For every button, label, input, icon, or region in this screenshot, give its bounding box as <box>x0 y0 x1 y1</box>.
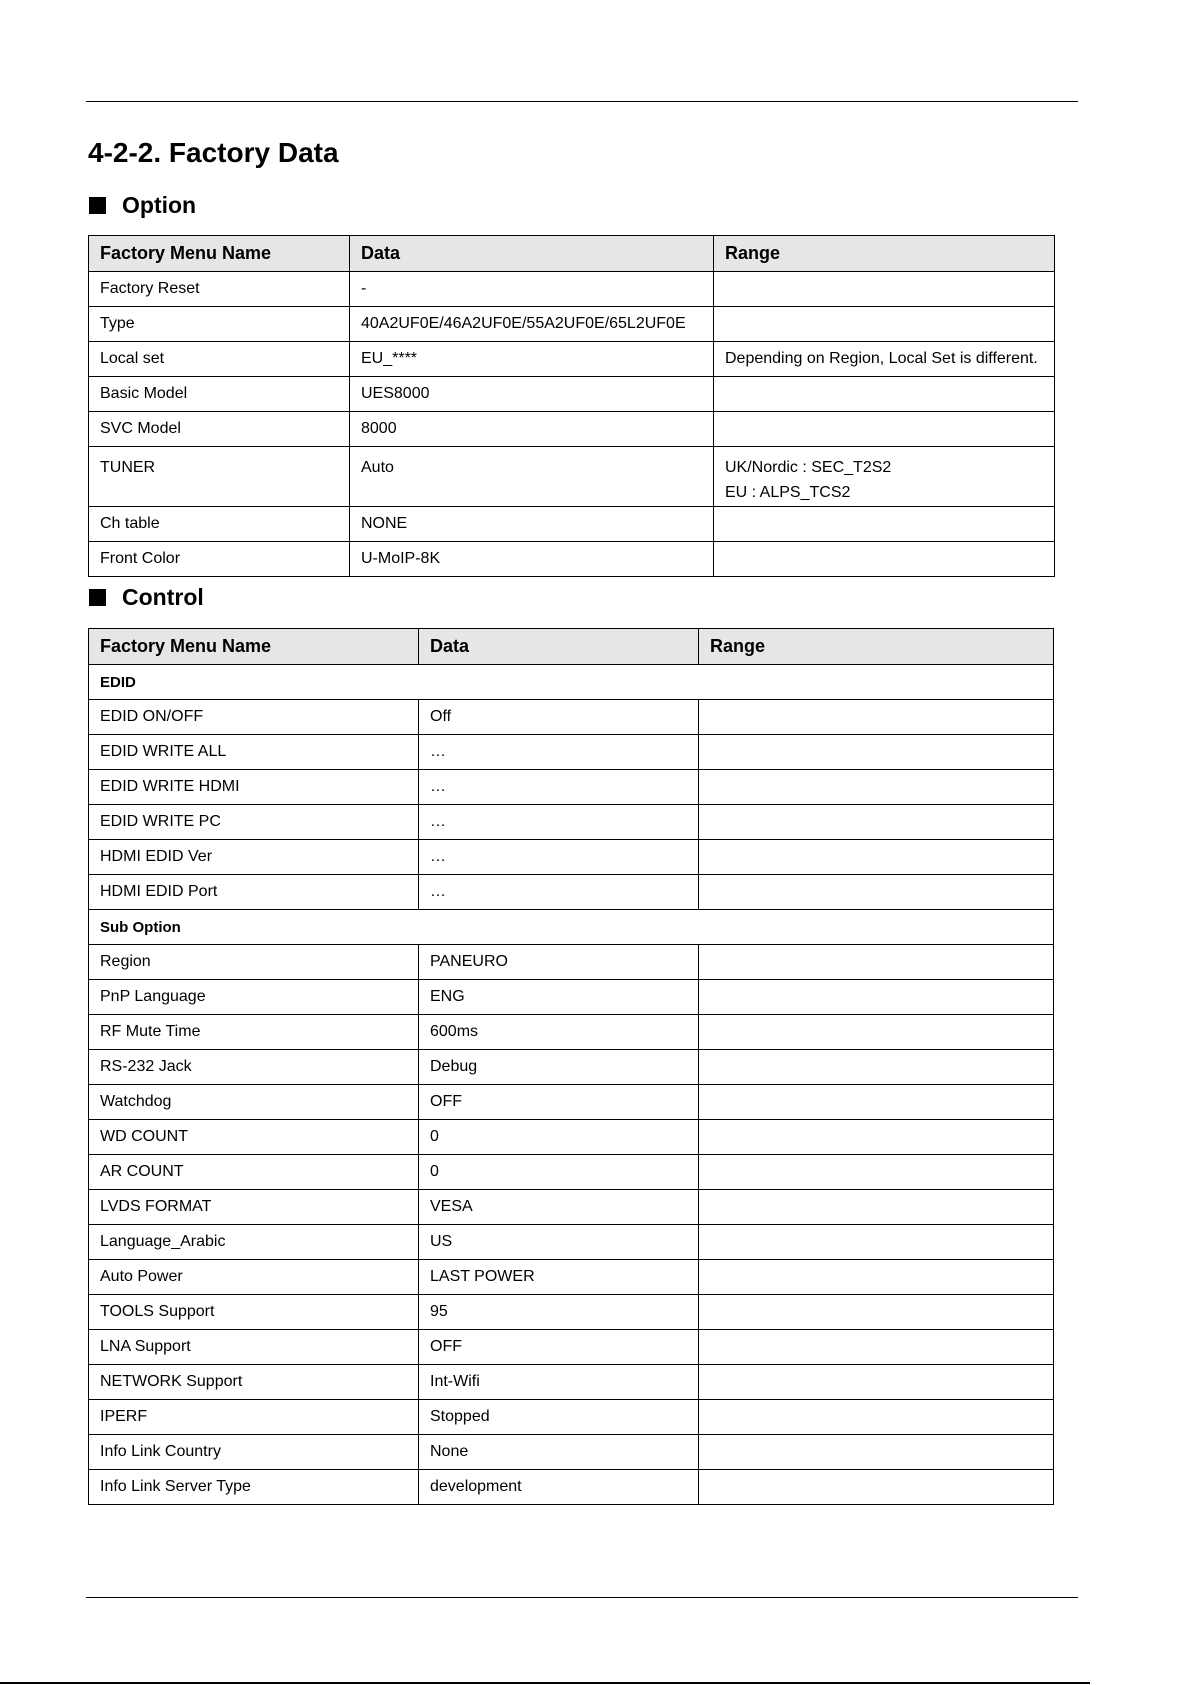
cell-name: Ch table <box>89 507 350 542</box>
square-bullet-icon <box>89 197 106 214</box>
table-row <box>89 875 1054 910</box>
column-header: Range <box>714 236 1055 272</box>
cell-range <box>714 412 1055 447</box>
cell-range <box>699 945 1054 980</box>
table-row <box>89 770 1054 805</box>
table-row <box>89 700 1054 735</box>
table-row <box>89 1085 1054 1120</box>
cell-range: Depending on Region, Local Set is different. <box>714 342 1055 377</box>
cell-name: Basic Model <box>89 377 350 412</box>
footer-rule <box>86 1597 1078 1598</box>
cell-range <box>699 1155 1054 1190</box>
cell-name: HDMI EDID Ver <box>89 840 419 875</box>
cell-data: 95 <box>419 1295 699 1330</box>
page-edge-rule <box>0 1682 1090 1684</box>
cell-range <box>714 377 1055 412</box>
cell-data: 8000 <box>350 412 714 447</box>
cell-range <box>699 1120 1054 1155</box>
column-header: Factory Menu Name <box>89 236 350 272</box>
table-row <box>89 1190 1054 1225</box>
cell-data: … <box>419 840 699 875</box>
cell-name <box>89 447 350 507</box>
table-row <box>89 1050 1054 1085</box>
cell-name: RF Mute Time <box>89 1015 419 1050</box>
table-row <box>89 1120 1054 1155</box>
cell-range <box>699 1085 1054 1120</box>
table-row <box>89 1155 1054 1190</box>
cell-range <box>699 1295 1054 1330</box>
cell-name: Watchdog <box>89 1085 419 1120</box>
cell-name: RS-232 Jack <box>89 1050 419 1085</box>
table-row <box>89 272 1055 307</box>
cell-range <box>699 1470 1054 1505</box>
table-row <box>89 1225 1054 1260</box>
cell-data: 0 <box>419 1120 699 1155</box>
cell-range <box>699 1015 1054 1050</box>
cell-range <box>714 272 1055 307</box>
control-heading-text: Control <box>122 584 204 610</box>
cell-data-text: Auto <box>361 459 394 476</box>
table-row <box>89 307 1055 342</box>
table-header-row <box>89 629 1054 665</box>
table-row <box>89 665 1054 700</box>
cell-name: AR COUNT <box>89 1155 419 1190</box>
section-row-label: EDID <box>89 665 1054 700</box>
cell-name: LVDS FORMAT <box>89 1190 419 1225</box>
cell-name: EDID WRITE ALL <box>89 735 419 770</box>
cell-name: Auto Power <box>89 1260 419 1295</box>
cell-name: LNA Support <box>89 1330 419 1365</box>
table-row <box>89 735 1054 770</box>
table-row <box>89 1470 1054 1505</box>
cell-data: VESA <box>419 1190 699 1225</box>
cell-name: TOOLS Support <box>89 1295 419 1330</box>
table-row <box>89 507 1055 542</box>
cell-range-text: UK/Nordic : SEC_T2S2 <box>725 459 892 476</box>
cell-data: 600ms <box>419 1015 699 1050</box>
table-row <box>89 542 1055 577</box>
cell-name: PnP Language <box>89 980 419 1015</box>
column-header: Factory Menu Name <box>89 629 419 665</box>
cell-range-text: EU : ALPS_TCS2 <box>725 484 851 501</box>
cell-data: ENG <box>419 980 699 1015</box>
cell-data: U-MoIP-8K <box>350 542 714 577</box>
cell-data: OFF <box>419 1330 699 1365</box>
cell-data: OFF <box>419 1085 699 1120</box>
option-heading-text: Option <box>122 192 197 218</box>
table-row <box>89 1260 1054 1295</box>
cell-name: SVC Model <box>89 412 350 447</box>
cell-range <box>699 1260 1054 1295</box>
table-row <box>89 342 1055 377</box>
cell-name: Local set <box>89 342 350 377</box>
table-row <box>89 910 1054 945</box>
cell-name-text: TUNER <box>100 459 156 476</box>
table-row <box>89 412 1055 447</box>
control-table <box>88 628 1054 1505</box>
control-heading <box>89 584 204 611</box>
cell-range <box>699 1330 1054 1365</box>
table-row <box>89 1365 1054 1400</box>
cell-range <box>699 805 1054 840</box>
cell-range <box>699 1050 1054 1085</box>
cell-data: Off <box>419 700 699 735</box>
cell-data: … <box>419 735 699 770</box>
cell-data: … <box>419 875 699 910</box>
table-row <box>89 1330 1054 1365</box>
cell-name: Front Color <box>89 542 350 577</box>
cell-range <box>699 1365 1054 1400</box>
cell-data: PANEURO <box>419 945 699 980</box>
table-header-row <box>89 236 1055 272</box>
cell-range <box>699 735 1054 770</box>
cell-data: Debug <box>419 1050 699 1085</box>
cell-name: IPERF <box>89 1400 419 1435</box>
table-row <box>89 1295 1054 1330</box>
cell-range <box>699 980 1054 1015</box>
cell-name: Language_Arabic <box>89 1225 419 1260</box>
column-header: Data <box>419 629 699 665</box>
cell-data: None <box>419 1435 699 1470</box>
cell-range <box>699 1400 1054 1435</box>
cell-range <box>699 875 1054 910</box>
table-row <box>89 945 1054 980</box>
cell-name: NETWORK Support <box>89 1365 419 1400</box>
cell-data: Stopped <box>419 1400 699 1435</box>
cell-data: - <box>350 272 714 307</box>
cell-range <box>699 840 1054 875</box>
column-header: Data <box>350 236 714 272</box>
cell-data: LAST POWER <box>419 1260 699 1295</box>
cell-range <box>699 1225 1054 1260</box>
table-row <box>89 447 1055 507</box>
cell-data: development <box>419 1470 699 1505</box>
cell-data: Int-Wifi <box>419 1365 699 1400</box>
table-row <box>89 1015 1054 1050</box>
cell-data: US <box>419 1225 699 1260</box>
option-heading <box>89 192 196 219</box>
cell-range <box>699 700 1054 735</box>
option-table <box>88 235 1055 577</box>
header-rule <box>86 101 1078 102</box>
cell-name: EDID ON/OFF <box>89 700 419 735</box>
cell-name: EDID WRITE PC <box>89 805 419 840</box>
table-row <box>89 840 1054 875</box>
cell-name: Info Link Server Type <box>89 1470 419 1505</box>
page-title: 4-2-2. Factory Data <box>88 137 339 168</box>
cell-data: … <box>419 805 699 840</box>
section-row-label: Sub Option <box>89 910 1054 945</box>
cell-range <box>699 1190 1054 1225</box>
column-header: Range <box>699 629 1054 665</box>
cell-data: 0 <box>419 1155 699 1190</box>
cell-name: HDMI EDID Port <box>89 875 419 910</box>
table-row <box>89 980 1054 1015</box>
square-bullet-icon <box>89 589 106 606</box>
cell-range <box>714 507 1055 542</box>
cell-data: 40A2UF0E/46A2UF0E/55A2UF0E/65L2UF0E <box>350 307 714 342</box>
cell-data: … <box>419 770 699 805</box>
cell-range <box>714 307 1055 342</box>
cell-data: NONE <box>350 507 714 542</box>
cell-range <box>714 542 1055 577</box>
cell-name: Region <box>89 945 419 980</box>
table-row <box>89 377 1055 412</box>
cell-name: Type <box>89 307 350 342</box>
table-row <box>89 805 1054 840</box>
cell-range <box>699 1435 1054 1470</box>
cell-name: Factory Reset <box>89 272 350 307</box>
cell-name: WD COUNT <box>89 1120 419 1155</box>
table-row <box>89 1400 1054 1435</box>
cell-name: EDID WRITE HDMI <box>89 770 419 805</box>
table-row <box>89 1435 1054 1470</box>
cell-data <box>350 447 714 507</box>
cell-data: EU_**** <box>350 342 714 377</box>
cell-range <box>699 770 1054 805</box>
cell-name: Info Link Country <box>89 1435 419 1470</box>
cell-data: UES8000 <box>350 377 714 412</box>
cell-range <box>714 447 1055 507</box>
